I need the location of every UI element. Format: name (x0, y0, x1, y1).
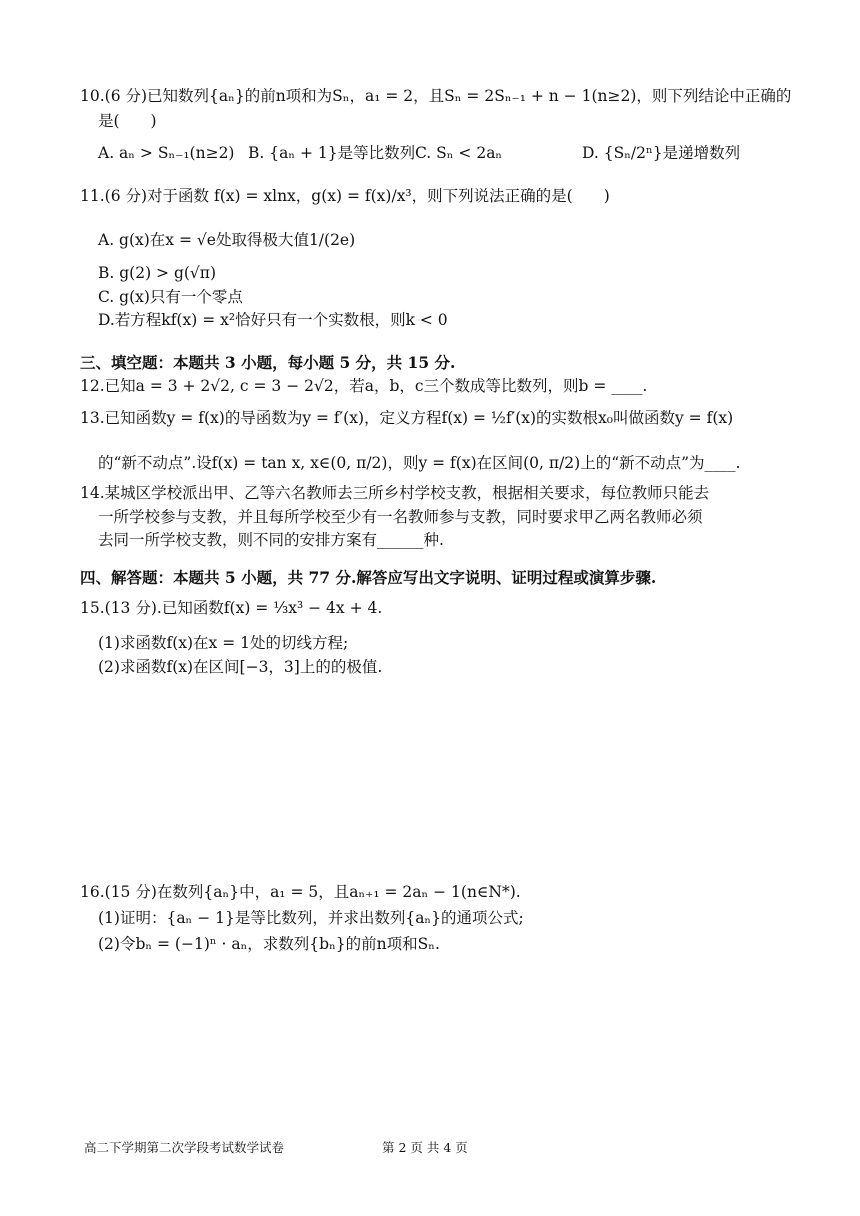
q14-stem-line-3: 去同一所学校支教，则不同的安排方案有______种. (98, 531, 444, 549)
q10-option-d: D. {Sₙ/2ⁿ}是递增数列 (582, 144, 741, 162)
q13-stem-line-2: 的“新不动点”.设f(x) = tan x, x∈(0, π/2)，则y = f(x)在区间(0, π/2)上的“新不动点”为____. (98, 454, 741, 472)
q11-option-a: A. g(x)在x = √e处取得极大值1/(2e) (98, 231, 356, 249)
footer-exam-title: 高二下学期第二次学段考试数学试卷 (84, 1140, 285, 1155)
q11-option-c: C. g(x)只有一个零点 (98, 288, 243, 306)
footer-page-number: 第 2 页 共 4 页 (382, 1140, 468, 1155)
q11-option-d: D.若方程kf(x) = x²恰好只有一个实数根，则k < 0 (98, 311, 448, 329)
q13-stem-line-1: 13.已知函数y = f(x)的导函数为y = f′(x)，定义方程f(x) = ½f′(x)的实数根x₀叫做函数y = f(x) (80, 409, 734, 427)
q10-option-b: B. {aₙ + 1}是等比数列 (248, 144, 416, 162)
q15-stem: 15.(13 分).已知函数f(x) = ⅓x³ − 4x + 4. (80, 599, 383, 617)
q16-part-1: (1)证明：{aₙ − 1}是等比数列，并求出数列{aₙ}的通项公式; (98, 909, 524, 927)
q11-option-b: B. g(2) > g(√π) (98, 264, 217, 282)
q14-stem-line-1: 14.某城区学校派出甲、乙等六名教师去三所乡村学校支教，根据相关要求，每位教师只能去 (80, 484, 710, 502)
q14-stem-line-2: 一所学校参与支教，并且每所学校至少有一名教师参与支教，同时要求甲乙两名教师必须 (98, 508, 703, 526)
q10-option-c: C. Sₙ < 2aₙ (415, 144, 503, 162)
q11-stem: 11.(6 分)对于函数 f(x) = xlnx，g(x) = f(x)/x³，则下列说法正确的是( ) (80, 187, 610, 205)
q15-part-2: (2)求函数f(x)在区间[−3，3]上的的极值. (98, 658, 383, 676)
section-4-heading: 四、解答题：本题共 5 小题，共 77 分.解答应写出文字说明、证明过程或演算步骤. (80, 568, 657, 587)
q10-stem-line-2: 是( ) (98, 112, 157, 130)
section-3-heading: 三、填空题：本题共 3 小题，每小题 5 分，共 15 分. (80, 353, 456, 372)
q12-stem: 12.已知a = 3 + 2√2, c = 3 − 2√2，若a，b，c三个数成等比数列，则b = ____. (80, 377, 648, 395)
q16-part-2: (2)令bₙ = (−1)ⁿ · aₙ，求数列{bₙ}的前n项和Sₙ. (98, 935, 440, 953)
q10-stem-line-1: 10.(6 分)已知数列{aₙ}的前n项和为Sₙ，a₁ = 2，且Sₙ = 2Sₙ₋₁ + n − 1(n≥2)，则下列结论中正确的 (80, 87, 792, 105)
q15-part-1: (1)求函数f(x)在x = 1处的切线方程; (98, 634, 349, 652)
q16-stem: 16.(15 分)在数列{aₙ}中，a₁ = 5，且aₙ₊₁ = 2aₙ − 1(n∈N*). (80, 883, 521, 901)
q10-option-a: A. aₙ > Sₙ₋₁(n≥2) (98, 144, 235, 162)
